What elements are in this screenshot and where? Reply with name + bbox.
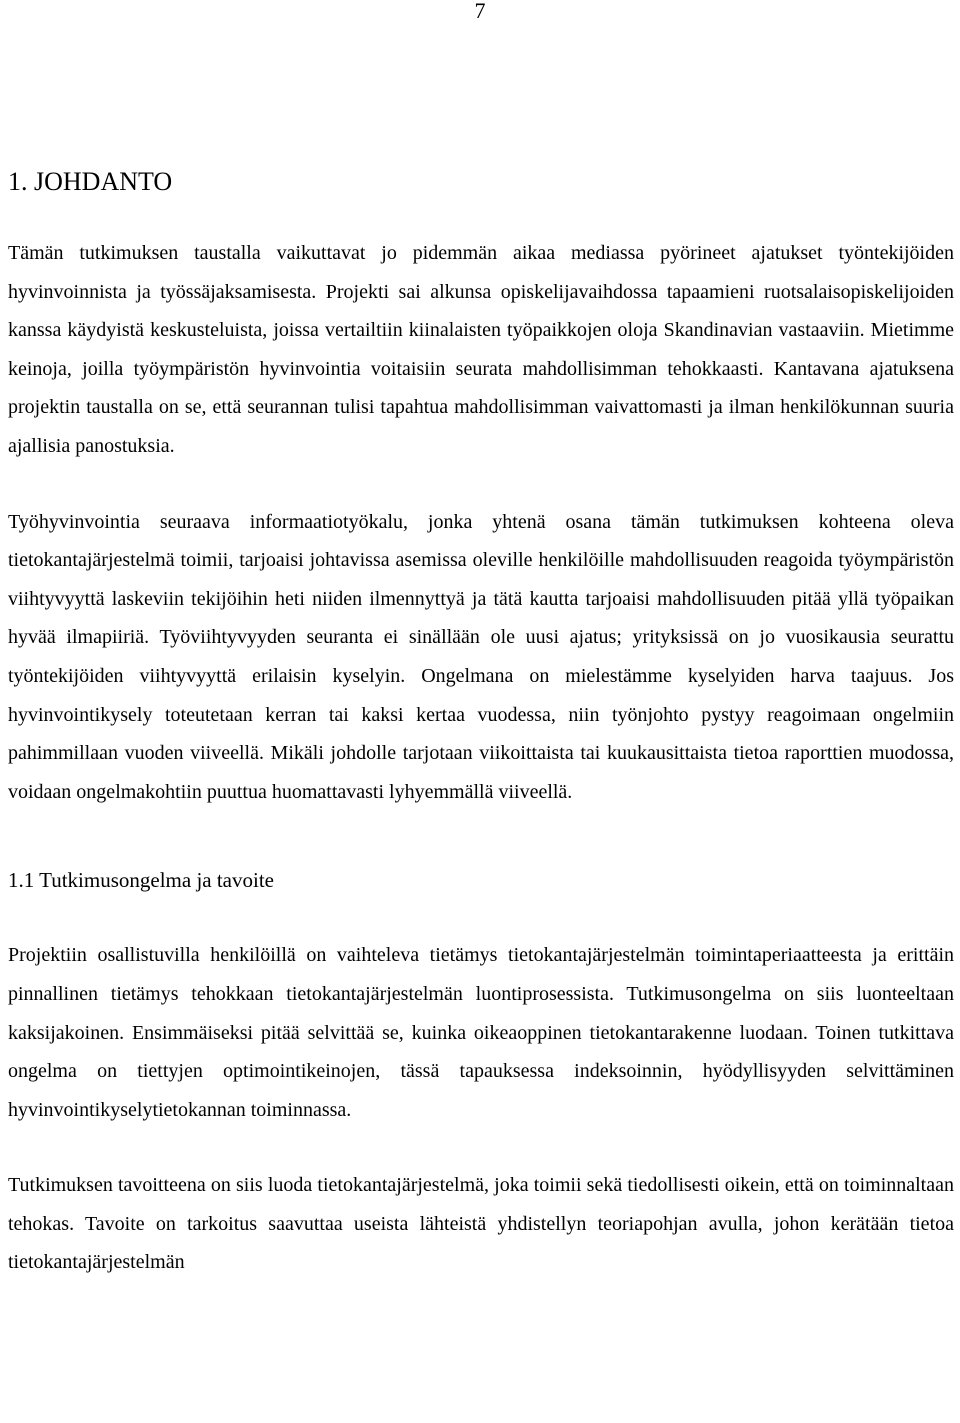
chapter-heading: 1. JOHDANTO [8,167,173,196]
intro-paragraph-1: Tämän tutkimuksen taustalla vaikuttavat jo pidemmän aikaa mediassa pyörineet ajatukset työntekijöiden hyvinvoinnista ja työssäjaksamisesta. Projekti sai alkunsa opiskelijavaihdossa tapaamieni ruotsalaisopiskelijoiden kanssa käydyistä keskusteluista, joissa vertailtiin kiinalaisten työpaikkojen oloja Skandinavian vastaaviin. Mietimme keinoja, joilla työympäristön hyvinvointia voitaisiin seurata mahdollisimman tehokkaasti. Kantavana ajatuksena projektin taustalla on se, että seurannan tulisi tapahtua mahdollisimman vaivattomasti ja ilman henkilökunnan suuria ajallisia panostuksia. [8,242,954,457]
section-paragraph-1: Projektiin osallistuvilla henkilöillä on vaihteleva tietämys tietokantajärjestelmän toimintaperiaatteesta ja erittäin pinnallinen tietämys tehokkaan tietokantajärjestelmän luontiprosessista. Tutkimusongelma on siis luonteeltaan kaksijakoinen. Ensimmäiseksi pitää selvittää se, kuinka oikeaoppinen tietokantarakenne luodaan. Toinen tutkittava ongelma on tiettyjen optimointikeinojen, tässä tapauksessa indeksoinnin, hyödyllisyyden selvittäminen hyvinvointikyselytietokannan toiminnassa. [8,944,954,1121]
intro-paragraph-2: Työhyvinvointia seuraava informaatiotyökalu, jonka yhtenä osana tämän tutkimuksen kohteena oleva tietokantajärjestelmä toimii, tarjoaisi johtavissa asemissa oleville henkilöille mahdollisuuden reagoida työympäristön viihtyvyyttä laskeviin tekijöihin heti niiden ilmennyttyä ja tätä kautta tarjoaisi mahdollisuuden pitää yllä työpaikan hyvää ilmapiiriä. Työviihtyvyyden seuranta ei sinällään ole uusi ajatus; yrityksissä on jo vuosikausia seurattu työntekijöiden viihtyvyyttä erilaisin kyselyin. Ongelmana on mielestämme kyselyiden harva taajuus. Jos hyvinvointikysely toteutetaan kerran tai kaksi kertaa vuodessa, niin työnjohto pystyy reagoimaan ongelmiin pahimmillaan vuoden viiveellä. Mikäli johdolle tarjotaan viikoittaista tai kuukausittaista tietoa raporttien muodossa, voidaan ongelmakohtiin puuttua huomattavasti lyhyemmällä viiveellä. [8,510,954,803]
section-heading: 1.1 Tutkimusongelma ja tavoite [8,868,274,893]
page-content [8,162,954,1282]
section-paragraph-2: Tutkimuksen tavoitteena on siis luoda tietokantajärjestelmä, joka toimii sekä tiedollisesti oikein, että on toiminnaltaan tehokas. Tavoite on tarkoitus saavuttaa useista lähteistä yhdistellyn teoriapohjan avulla, johon kerätään tietoa tietokantajärjestelmän [8,1174,954,1274]
page-number: 7 [474,0,486,23]
